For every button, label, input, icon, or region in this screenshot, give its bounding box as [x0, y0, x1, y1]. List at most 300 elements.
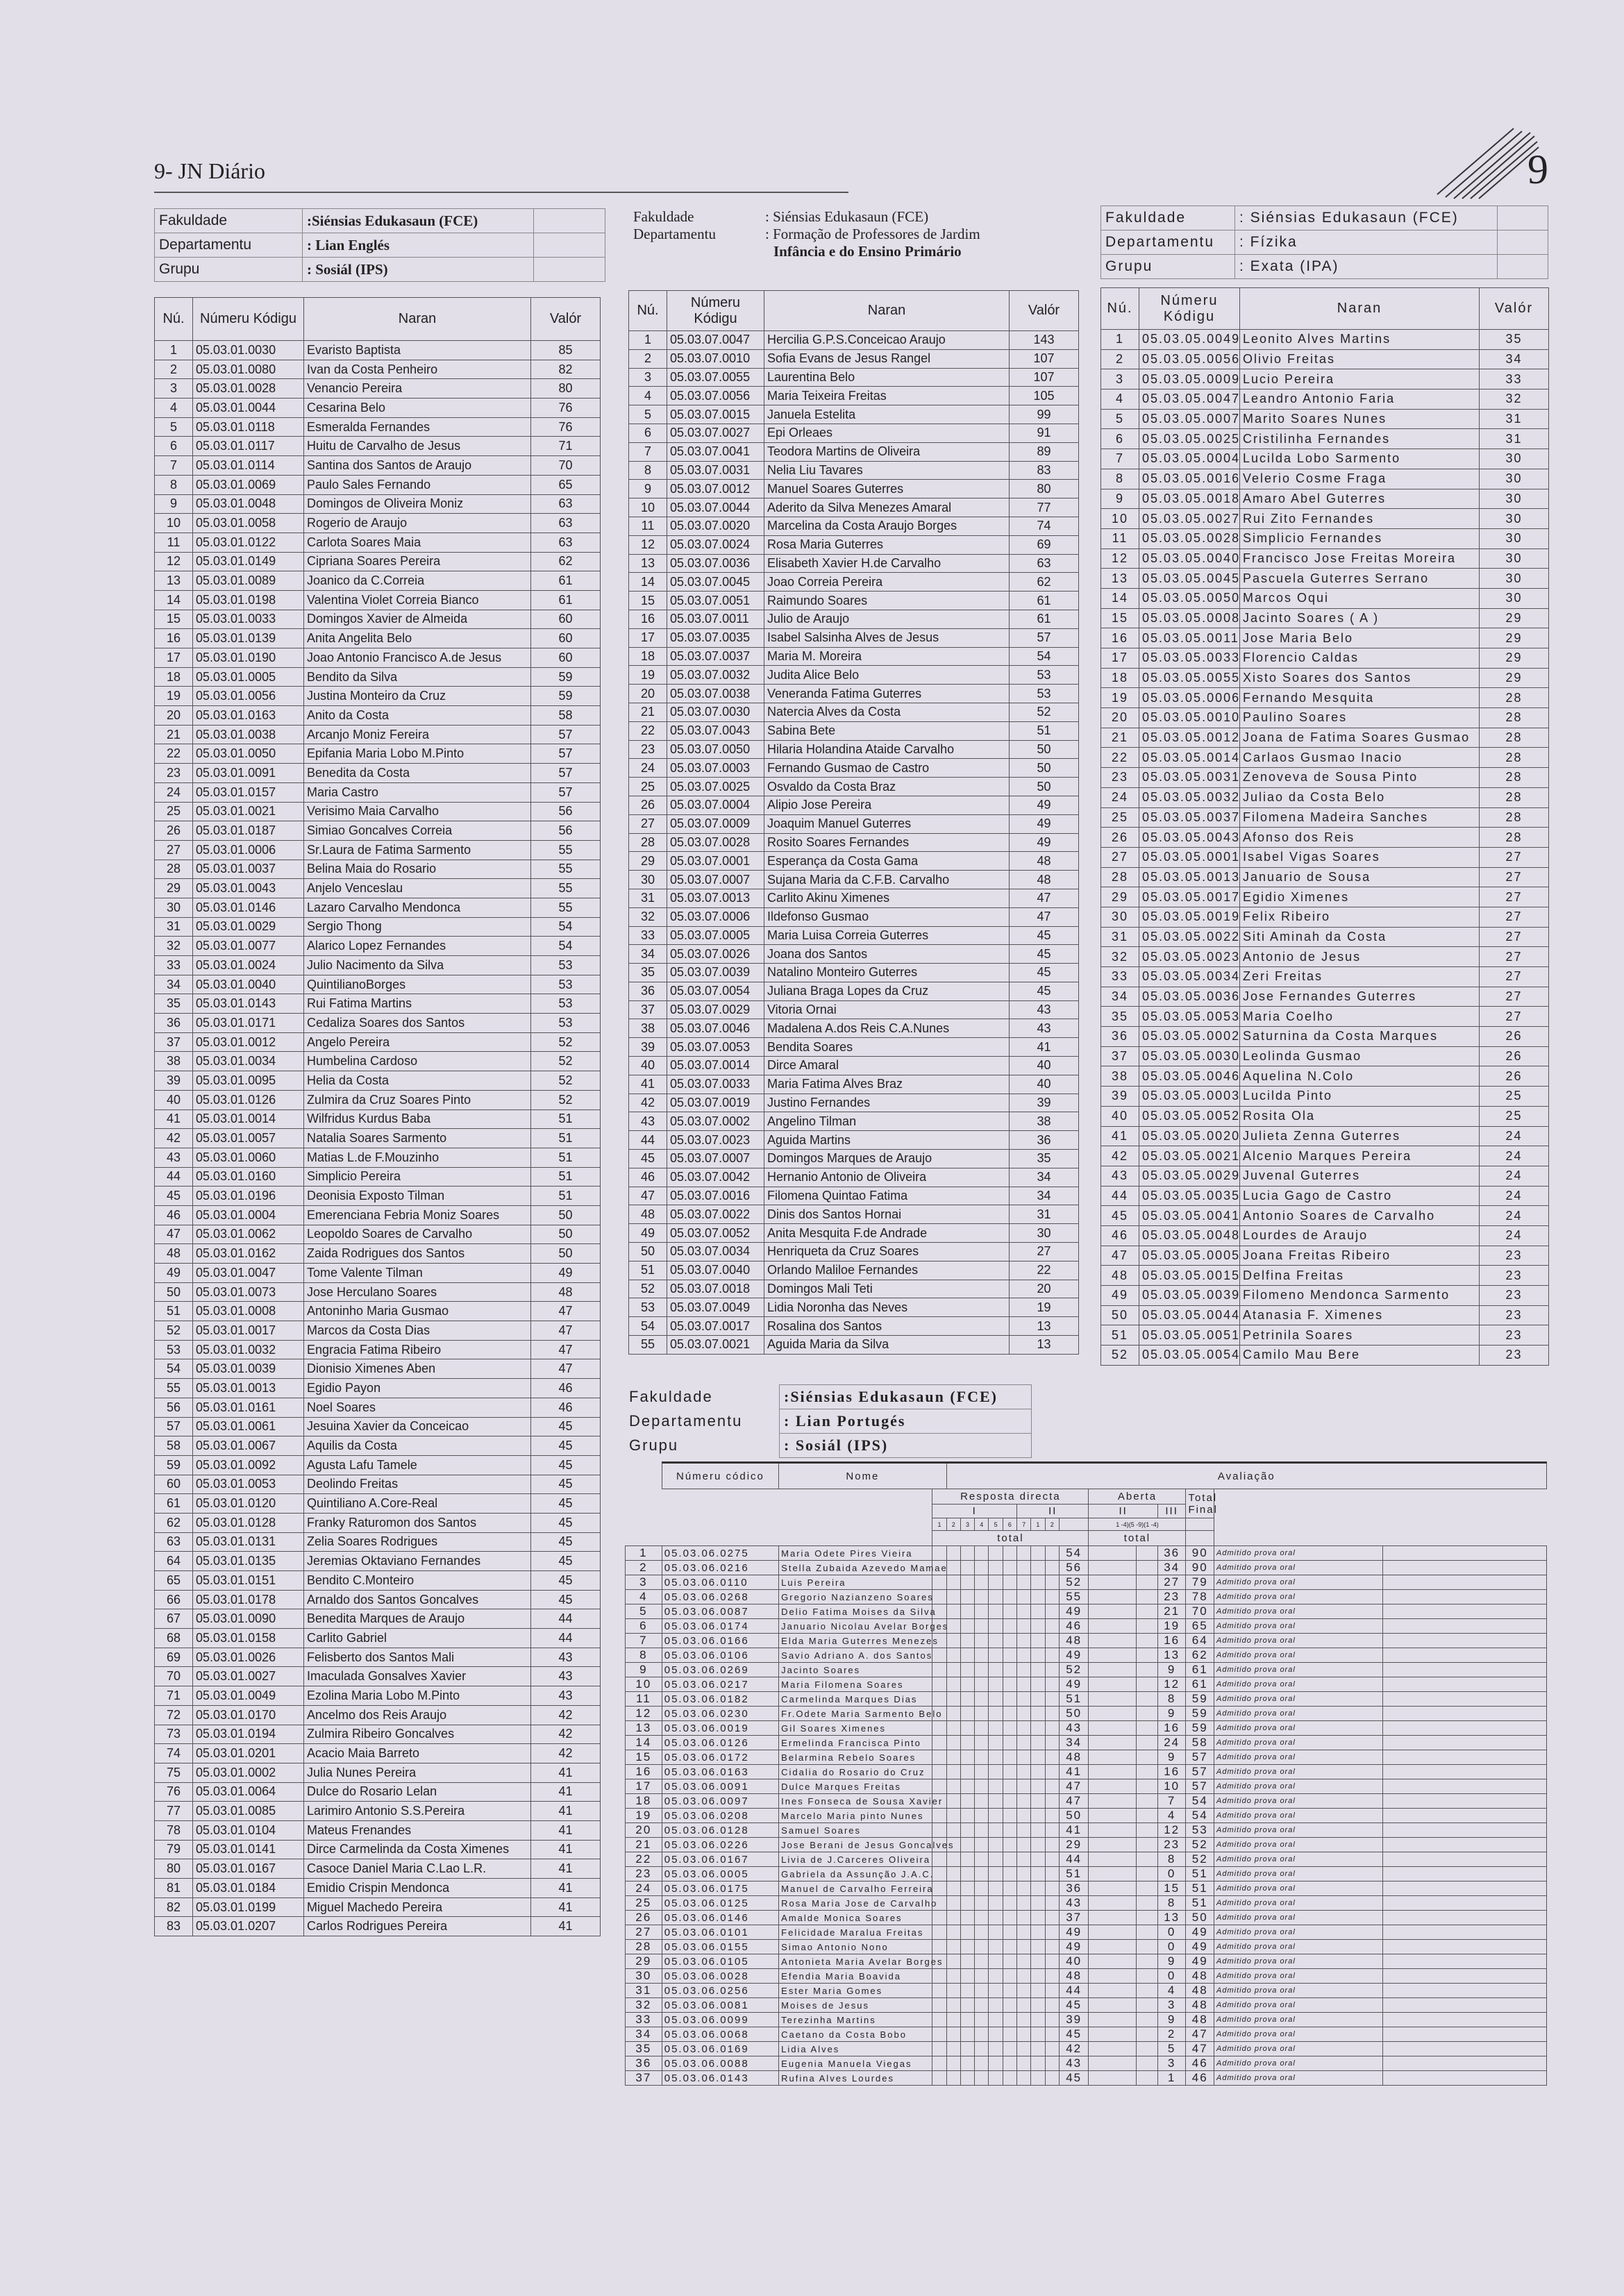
blank-cell: [1383, 2056, 1547, 2071]
score-cell: [989, 1765, 1003, 1779]
row-name: Felisberto dos Santos Mali: [304, 1648, 531, 1667]
row-value: 49: [1010, 814, 1079, 833]
score-cell: [989, 1721, 1003, 1736]
row-name: Justina Monteiro da Cruz: [304, 687, 531, 706]
row-number: 1: [155, 341, 193, 360]
score-cell: [946, 1663, 960, 1677]
row-value: 63: [531, 533, 601, 552]
score-cell: [1031, 1809, 1045, 1823]
row-number: 30: [629, 871, 667, 889]
row-number: 17: [1101, 648, 1139, 669]
table-row: [626, 1852, 1547, 1867]
row-observation: Admitido prova oral: [1214, 1736, 1383, 1750]
row-number: 8: [629, 461, 667, 480]
row-value: 24: [1480, 1166, 1549, 1186]
aberta-cell: [1137, 1882, 1157, 1896]
score-cell: [946, 1984, 960, 1998]
row-number: 13: [1101, 569, 1139, 589]
row-value: 59: [531, 667, 601, 687]
row-number: 44: [155, 1167, 193, 1187]
row-number: 22: [1101, 748, 1139, 768]
row-value: 45: [531, 1532, 601, 1552]
row-total-final: 51: [1186, 1882, 1214, 1896]
score-cell: [1003, 1590, 1016, 1604]
row-code: 05.03.07.0036: [667, 554, 764, 573]
row-number: 6: [1101, 429, 1139, 449]
row-code: 05.03.05.0036: [1139, 987, 1240, 1007]
row-code: 05.03.01.0194: [193, 1725, 304, 1744]
score-cell: [1017, 2042, 1031, 2056]
row-observation: Admitido prova oral: [1214, 1969, 1383, 1984]
score-cell: [946, 1940, 960, 1954]
score-cell: [989, 1794, 1003, 1809]
table-row: [1101, 528, 1549, 548]
row-name: Felicidade Maralua Freitas: [779, 1925, 932, 1940]
row-total-resposta: 48: [1059, 1634, 1089, 1648]
table-row: [155, 379, 601, 399]
aberta-cell: [1089, 1838, 1137, 1852]
row-number: 45: [155, 1187, 193, 1206]
row-value: 28: [1480, 828, 1549, 848]
row-value: 45: [531, 1455, 601, 1475]
row-observation: Admitido prova oral: [1214, 2071, 1383, 2086]
row-total-aberta: 9: [1157, 1954, 1186, 1969]
blank-cell: [1383, 1823, 1547, 1838]
row-total-final: 48: [1186, 1984, 1214, 1998]
row-code: 05.03.07.0033: [667, 1075, 764, 1093]
score-cell: [960, 1590, 974, 1604]
table-row: [155, 1763, 601, 1782]
row-value: 55: [531, 879, 601, 898]
row-name: Laurentina Belo: [764, 368, 1010, 387]
row-value: 60: [531, 629, 601, 648]
row-total-resposta: 45: [1059, 2071, 1089, 2086]
aberta-cell: [1089, 1984, 1137, 1998]
score-cell: [932, 1721, 946, 1736]
row-name: Henriqueta da Cruz Soares: [764, 1243, 1010, 1262]
table-row: [626, 1721, 1547, 1736]
row-number: 27: [626, 1925, 662, 1940]
row-code: 05.03.01.0114: [193, 456, 304, 476]
row-number: 78: [155, 1820, 193, 1840]
row-value: 53: [531, 956, 601, 975]
row-number: 65: [155, 1571, 193, 1591]
score-cell: [989, 2071, 1003, 2086]
table-row: [155, 590, 601, 610]
score-cell: [946, 1736, 960, 1750]
row-total-resposta: 43: [1059, 1721, 1089, 1736]
col-valor: Valór: [531, 298, 601, 341]
score-cell: [960, 1736, 974, 1750]
row-value: 26: [1480, 1046, 1549, 1066]
score-cell: [1045, 1852, 1059, 1867]
score-cell: [1045, 1969, 1059, 1984]
row-number: 56: [155, 1398, 193, 1417]
score-cell: [960, 2042, 974, 2056]
score-cell: [989, 1692, 1003, 1707]
row-value: 46: [531, 1398, 601, 1417]
row-name: Pascuela Guterres Serrano: [1240, 569, 1480, 589]
score-cell: [989, 1648, 1003, 1663]
row-code: 05.03.06.0087: [662, 1604, 778, 1619]
row-code: 05.03.01.0143: [193, 994, 304, 1014]
row-number: 45: [1101, 1206, 1139, 1226]
row-number: 20: [626, 1823, 662, 1838]
row-name: Osvaldo da Costa Braz: [764, 778, 1010, 796]
row-number: 51: [629, 1261, 667, 1280]
score-cell: [1017, 1940, 1031, 1954]
row-number: 3: [629, 368, 667, 387]
row-observation: Admitido prova oral: [1214, 1707, 1383, 1721]
meta-key: Fakuldade: [155, 209, 303, 233]
row-name: Elisabeth Xavier H.de Carvalho: [764, 554, 1010, 573]
row-observation: Admitido prova oral: [1214, 1575, 1383, 1590]
table-row: [626, 1867, 1547, 1882]
score-cell: [1017, 1619, 1031, 1634]
row-value: 53: [1010, 685, 1079, 703]
row-total-final: 59: [1186, 1692, 1214, 1707]
row-name: Lucio Pereira: [1240, 369, 1480, 389]
score-cell: [1003, 1794, 1016, 1809]
row-code: 05.03.01.0057: [193, 1129, 304, 1148]
row-code: 05.03.01.0157: [193, 782, 304, 802]
table-row: [629, 498, 1079, 517]
row-name: Imaculada Gonsalves Xavier: [304, 1667, 531, 1686]
row-total-final: 49: [1186, 1940, 1214, 1954]
row-code: 05.03.06.0097: [662, 1794, 778, 1809]
row-value: 52: [531, 1032, 601, 1052]
row-value: 45: [531, 1590, 601, 1609]
row-code: 05.03.07.0037: [667, 647, 764, 666]
row-number: 44: [629, 1131, 667, 1150]
row-name: Carmelinda Marques Dias: [779, 1692, 932, 1707]
row-observation: Admitido prova oral: [1214, 2056, 1383, 2071]
row-observation: Admitido prova oral: [1214, 1590, 1383, 1604]
row-number: 42: [1101, 1146, 1139, 1166]
col-avaliacao: Avaliação: [946, 1463, 1546, 1489]
row-code: 05.03.01.0053: [193, 1475, 304, 1494]
row-name: Leopoldo Soares de Carvalho: [304, 1225, 531, 1244]
row-number: 38: [155, 1052, 193, 1071]
row-number: 16: [155, 629, 193, 648]
row-number: 48: [629, 1205, 667, 1224]
row-total-aberta: 27: [1157, 1575, 1186, 1590]
row-number: 43: [629, 1112, 667, 1131]
row-value: 99: [1010, 405, 1079, 424]
table-row: [155, 1071, 601, 1091]
row-number: 26: [155, 821, 193, 841]
aberta-cell: [1137, 1575, 1157, 1590]
row-number: 45: [629, 1150, 667, 1168]
col-nome: Nome: [779, 1463, 946, 1489]
table-row: [155, 1744, 601, 1763]
row-name: Helia da Costa: [304, 1071, 531, 1091]
row-value: 30: [1480, 569, 1549, 589]
row-code: 05.03.06.0126: [662, 1736, 778, 1750]
table-row: [1101, 608, 1549, 628]
row-name: Angelino Tilman: [764, 1112, 1010, 1131]
score-cell: [946, 2071, 960, 2086]
row-total-aberta: 8: [1157, 1852, 1186, 1867]
meta-value: : Siénsias Edukasaun (FCE): [1235, 206, 1498, 231]
score-cell: [1045, 2056, 1059, 2071]
page-number: 9: [1527, 146, 1548, 192]
row-code: 05.03.07.0002: [667, 1112, 764, 1131]
row-total-final: 47: [1186, 2042, 1214, 2056]
table-row: [629, 703, 1079, 721]
table-row: [629, 1168, 1079, 1187]
row-number: 35: [1101, 1007, 1139, 1027]
meta-value: : Siénsias Edukasaun (FCE): [765, 208, 929, 225]
score-cell: [960, 1984, 974, 1998]
row-name: Filomeno Mendonca Sarmento: [1240, 1286, 1480, 1306]
row-number: 9: [629, 480, 667, 498]
score-cell: [1031, 2056, 1045, 2071]
row-value: 35: [1010, 1150, 1079, 1168]
score-cell: [1031, 1619, 1045, 1634]
row-code: 05.03.06.0208: [662, 1809, 778, 1823]
row-total-aberta: 19: [1157, 1619, 1186, 1634]
table-row: [626, 2013, 1547, 2027]
table-row: [155, 744, 601, 764]
col-total-aberta: total: [1089, 1531, 1186, 1546]
blank-cell: [1383, 1677, 1547, 1692]
row-value: 30: [1480, 449, 1549, 469]
score-cell: [1045, 1561, 1059, 1575]
row-value: 24: [1480, 1186, 1549, 1206]
table-row: [626, 1561, 1547, 1575]
row-value: 53: [531, 994, 601, 1014]
score-cell: [946, 1809, 960, 1823]
score-cell: [1031, 1604, 1045, 1619]
blank-cell: [1383, 2013, 1547, 2027]
row-value: 31: [1010, 1205, 1079, 1224]
row-value: 45: [531, 1436, 601, 1456]
row-code: 05.03.06.0125: [662, 1896, 778, 1911]
row-number: 33: [155, 956, 193, 975]
row-name: Simiao Goncalves Correia: [304, 821, 531, 841]
row-number: 6: [155, 437, 193, 456]
row-code: 05.03.01.0061: [193, 1417, 304, 1436]
score-cell: [946, 1590, 960, 1604]
row-code: 05.03.01.0032: [193, 1340, 304, 1359]
row-value: 61: [1010, 610, 1079, 628]
sub-col: 2: [1045, 1518, 1059, 1531]
row-code: 05.03.07.0010: [667, 349, 764, 368]
row-value: 27: [1480, 947, 1549, 967]
aberta-cell: [1089, 2056, 1137, 2071]
row-code: 05.03.05.0015: [1139, 1266, 1240, 1286]
row-value: 28: [1480, 807, 1549, 828]
row-value: 29: [1480, 608, 1549, 628]
score-cell: [975, 1561, 989, 1575]
blank-cell: [1383, 1969, 1547, 1984]
score-cell: [960, 1765, 974, 1779]
score-cell: [1003, 2071, 1016, 2086]
aberta-cell: [1089, 2071, 1137, 2086]
blank-cell: [1383, 1575, 1547, 1590]
row-total-resposta: 41: [1059, 1823, 1089, 1838]
table-row: [155, 1264, 601, 1283]
row-code: 05.03.07.0026: [667, 945, 764, 964]
row-value: 69: [1010, 535, 1079, 554]
score-cell: [989, 1911, 1003, 1925]
score-cell: [946, 1882, 960, 1896]
score-cell: [960, 1634, 974, 1648]
row-code: 05.03.01.0158: [193, 1629, 304, 1648]
table-row: [1101, 1146, 1549, 1166]
row-name: Ermelinda Francisca Pinto: [779, 1736, 932, 1750]
row-code: 05.03.07.0014: [667, 1057, 764, 1075]
table-row: [1101, 748, 1549, 768]
row-value: 28: [1480, 748, 1549, 768]
row-name: Esperança da Costa Gama: [764, 852, 1010, 871]
row-number: 80: [155, 1859, 193, 1879]
score-cell: [989, 1575, 1003, 1590]
table-row: [1101, 369, 1549, 389]
score-cell: [989, 1852, 1003, 1867]
col-valor: Valór: [1010, 291, 1079, 331]
score-cell: [960, 1575, 974, 1590]
row-name: Ines Fonseca de Sousa Xavier: [779, 1794, 932, 1809]
row-number: 53: [629, 1298, 667, 1317]
sub-col: 4: [975, 1518, 989, 1531]
row-value: 47: [531, 1321, 601, 1341]
score-cell: [1045, 1750, 1059, 1765]
table-row: [1101, 469, 1549, 489]
col-numeru: Númeru Kódigu: [193, 298, 304, 341]
row-code: 05.03.05.0051: [1139, 1325, 1240, 1346]
score-cell: [960, 1823, 974, 1838]
row-code: 05.03.05.0021: [1139, 1146, 1240, 1166]
table-row: [629, 1243, 1079, 1262]
row-name: Eugenia Manuela Viegas: [779, 2056, 932, 2071]
score-cell: [1031, 1692, 1045, 1707]
row-code: 05.03.06.0226: [662, 1838, 778, 1852]
row-number: 79: [155, 1840, 193, 1859]
row-number: 37: [626, 2071, 662, 2086]
row-value: 53: [531, 975, 601, 994]
table-row: [1101, 668, 1549, 688]
score-cell: [1003, 1648, 1016, 1663]
blank-cell: [1383, 2042, 1547, 2056]
row-name: Juliao da Costa Belo: [1240, 787, 1480, 807]
row-name: Wilfridus Kurdus Baba: [304, 1109, 531, 1129]
row-number: 3: [155, 379, 193, 399]
row-code: 05.03.07.0047: [667, 331, 764, 350]
aberta-cell: [1137, 1925, 1157, 1940]
row-value: 45: [1010, 926, 1079, 945]
score-cell: [932, 2013, 946, 2027]
score-cell: [1003, 1867, 1016, 1882]
row-name: Maria Castro: [304, 782, 531, 802]
table-row: [1101, 1266, 1549, 1286]
row-code: 05.03.05.0035: [1139, 1186, 1240, 1206]
row-number: 12: [155, 552, 193, 571]
row-value: 41: [531, 1917, 601, 1936]
table-row: [1101, 927, 1549, 947]
table-row: [155, 610, 601, 629]
row-total-final: 57: [1186, 1779, 1214, 1794]
row-value: 27: [1010, 1243, 1079, 1262]
row-value: 62: [1010, 573, 1079, 592]
score-cell: [932, 2027, 946, 2042]
row-number: 5: [155, 417, 193, 437]
row-total-final: 62: [1186, 1648, 1214, 1663]
row-name: Bendito da Silva: [304, 667, 531, 687]
row-code: 05.03.01.0080: [193, 360, 304, 379]
score-cell: [975, 1736, 989, 1750]
row-number: 49: [155, 1264, 193, 1283]
row-name: Epifania Maria Lobo M.Pinto: [304, 744, 531, 764]
score-cell: [1017, 1867, 1031, 1882]
row-code: 05.03.07.0007: [667, 871, 764, 889]
row-number: 29: [155, 879, 193, 898]
row-observation: Admitido prova oral: [1214, 1619, 1383, 1634]
row-value: 57: [531, 782, 601, 802]
row-total-resposta: 47: [1059, 1779, 1089, 1794]
score-cell: [989, 1940, 1003, 1954]
row-number: 44: [1101, 1186, 1139, 1206]
score-cell: [1045, 1648, 1059, 1663]
row-name: Lidia Alves: [779, 2042, 932, 2056]
table-row: [1101, 429, 1549, 449]
row-code: 05.03.05.0030: [1139, 1046, 1240, 1066]
row-code: 05.03.07.0031: [667, 461, 764, 480]
row-number: 71: [155, 1686, 193, 1706]
row-value: 42: [531, 1744, 601, 1763]
row-code: 05.03.01.0201: [193, 1744, 304, 1763]
table-row: [626, 1984, 1547, 1998]
score-cell: [1031, 1750, 1045, 1765]
blank-cell: [1383, 1634, 1547, 1648]
row-observation: Admitido prova oral: [1214, 1794, 1383, 1809]
row-observation: Admitido prova oral: [1214, 1896, 1383, 1911]
score-cell: [1017, 1882, 1031, 1896]
score-cell: [975, 1692, 989, 1707]
score-cell: [975, 1619, 989, 1634]
row-code: 05.03.01.0187: [193, 821, 304, 841]
score-cell: [1017, 1561, 1031, 1575]
row-total-final: 51: [1186, 1867, 1214, 1882]
row-name: Luis Pereira: [779, 1575, 932, 1590]
row-total-final: 46: [1186, 2071, 1214, 2086]
row-code: 05.03.05.0050: [1139, 588, 1240, 608]
score-cell: [946, 1677, 960, 1692]
row-value: 58: [531, 706, 601, 726]
row-name: Casoce Daniel Maria C.Lao L.R.: [304, 1859, 531, 1879]
meta-value: :Siénsias Edukasaun (FCE): [303, 209, 534, 233]
aberta-cell: [1137, 1984, 1157, 1998]
row-observation: Admitido prova oral: [1214, 1998, 1383, 2013]
table-row: [155, 975, 601, 994]
table-row: [629, 554, 1079, 573]
row-name: Deonisia Exposto Tilman: [304, 1187, 531, 1206]
blank-cell: [1383, 1619, 1547, 1634]
table-row: [629, 759, 1079, 778]
table-row: [155, 860, 601, 879]
row-code: 05.03.07.0045: [667, 573, 764, 592]
table-row: [626, 2027, 1547, 2042]
row-value: 60: [531, 648, 601, 668]
table-row: [1101, 768, 1549, 788]
score-cell: [1003, 1998, 1016, 2013]
row-code: 05.03.07.0041: [667, 442, 764, 461]
meta-key: Fakuldade: [633, 208, 694, 225]
row-code: 05.03.06.0167: [662, 1852, 778, 1867]
aberta-cell: [1089, 1736, 1137, 1750]
row-total-aberta: 16: [1157, 1721, 1186, 1736]
